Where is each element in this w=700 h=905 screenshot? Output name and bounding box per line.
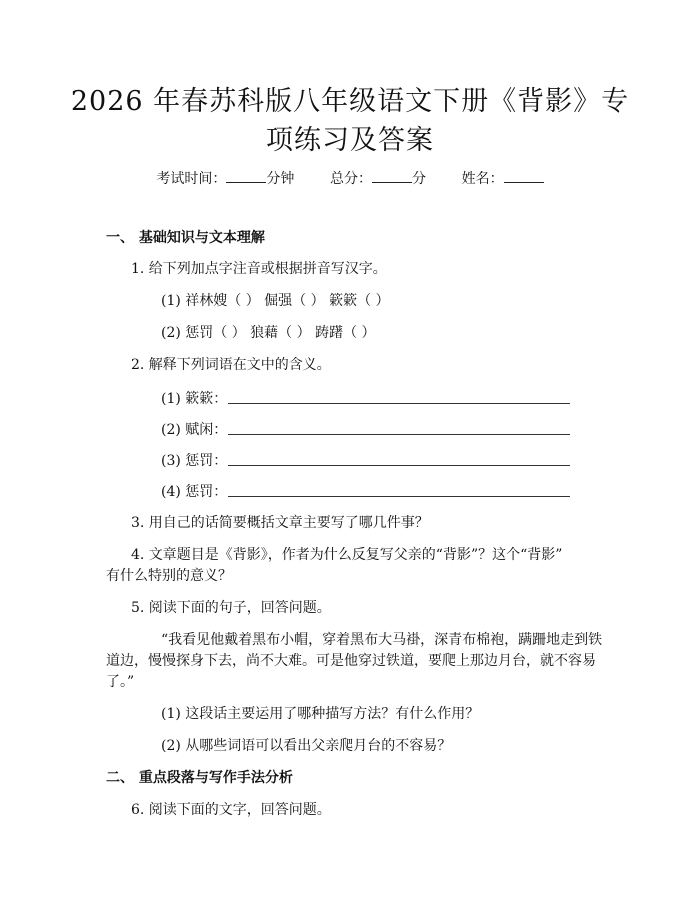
name-label: 姓名： xyxy=(461,171,504,187)
question-1: 1. 给下列加点字注音或根据拼音写汉字。 xyxy=(131,261,387,277)
score-label: 总分： xyxy=(330,171,372,187)
quote-line3: 了。” xyxy=(106,674,135,690)
document-title-line1: 2026 年春苏科版八年级语文下册《背影》专 xyxy=(70,86,630,117)
question-4-line1: 4. 文章题目是《背影》，作者为什么反复写父亲的“背影”？这个“背影” xyxy=(131,547,563,563)
answer-line xyxy=(228,496,570,497)
quote-line2: 道边，慢慢探身下去，尚不大难。可是他穿过铁道，要爬上那边月台，就不容易 xyxy=(106,653,596,669)
question-6: 6. 阅读下面的文字，回答问题。 xyxy=(131,802,331,818)
score-unit: 分 xyxy=(412,171,426,187)
question-2-item-2: (2) 赋闲： xyxy=(161,422,228,438)
question-5-sub1: (1) 这段话主要运用了哪种描写方法？有什么作用？ xyxy=(161,706,480,722)
question-3: 3. 用自己的话简要概括文章主要写了哪几件事？ xyxy=(131,515,429,531)
question-5: 5. 阅读下面的句子，回答问题。 xyxy=(131,600,331,616)
question-2-item-3: (3) 惩罚： xyxy=(161,453,228,469)
question-4-line2: 有什么特别的意义？ xyxy=(106,568,232,584)
name-blank xyxy=(504,168,544,183)
question-2-item-4: (4) 惩罚： xyxy=(161,484,228,500)
question-2: 2. 解释下列词语在文中的含义。 xyxy=(131,357,331,373)
question-1-row1: (1) 祥林嫂（ ） 倔强（ ） 簌簌（ ） xyxy=(161,293,390,309)
section2-heading: 二、 重点段落与写作手法分析 xyxy=(106,770,293,786)
answer-line xyxy=(228,403,570,404)
score-blank xyxy=(372,168,412,183)
time-label: 考试时间： xyxy=(156,171,227,187)
exam-meta-row xyxy=(0,168,700,188)
answer-line xyxy=(228,465,570,466)
document-title-line2: 项练习及答案 xyxy=(266,125,434,156)
quote-line1: “我看见他戴着黑布小帽，穿着黑布大马褂，深青布棉袍，蹒跚地走到铁 xyxy=(161,632,603,648)
time-blank xyxy=(226,168,266,183)
question-1-row2: (2) 惩罚（ ） 狼藉（ ） 踌躇（ ） xyxy=(161,325,376,341)
time-unit: 分钟 xyxy=(266,171,295,187)
question-5-sub2: (2) 从哪些词语可以看出父亲爬月台的不容易？ xyxy=(161,738,452,754)
question-2-item-1: (1) 簌簌： xyxy=(161,391,228,407)
answer-line xyxy=(228,434,570,435)
section1-heading: 一、 基础知识与文本理解 xyxy=(106,230,265,246)
